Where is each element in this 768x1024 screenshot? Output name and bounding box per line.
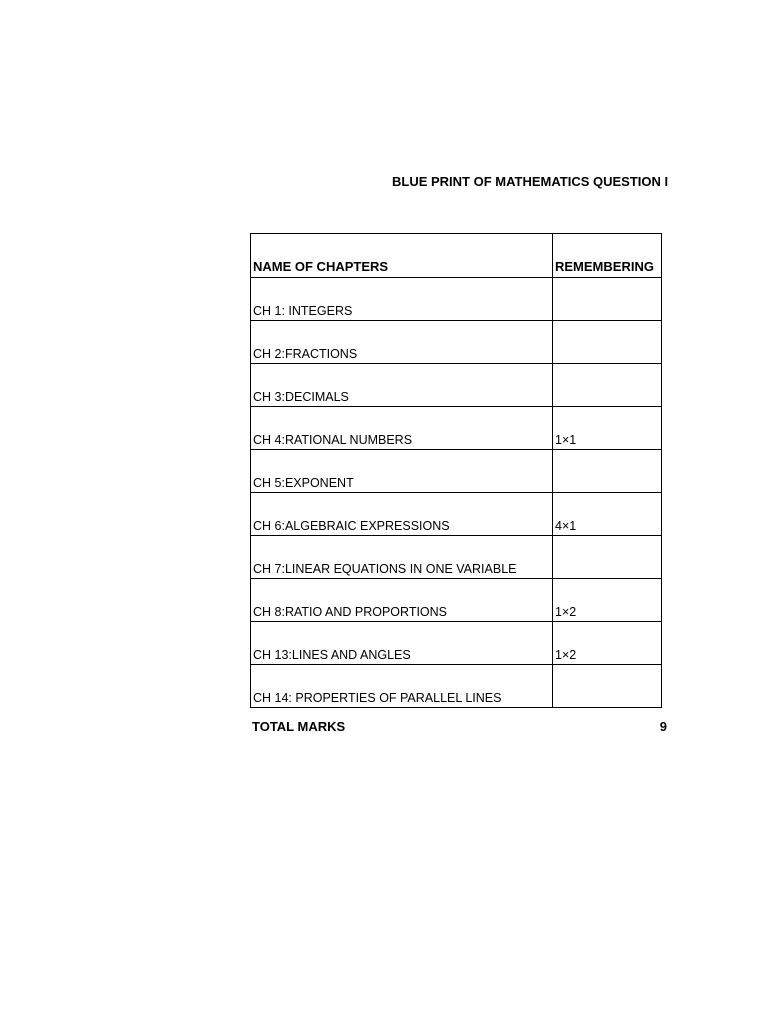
chapter-cell: CH 14: PROPERTIES OF PARALLEL LINES xyxy=(251,665,553,708)
header-name-of-chapters: NAME OF CHAPTERS xyxy=(251,234,553,278)
remembering-cell: 1×2 xyxy=(553,579,662,622)
remembering-cell xyxy=(553,536,662,579)
chapter-cell: CH 7:LINEAR EQUATIONS IN ONE VARIABLE xyxy=(251,536,553,579)
table-row xyxy=(251,622,662,665)
chapter-cell: CH 4:RATIONAL NUMBERS xyxy=(251,407,553,450)
chapter-cell: CH 2:FRACTIONS xyxy=(251,321,553,364)
chapter-cell: CH 3:DECIMALS xyxy=(251,364,553,407)
blueprint-table xyxy=(250,233,662,708)
remembering-cell xyxy=(553,450,662,493)
table-row xyxy=(251,407,662,450)
remembering-cell: 4×1 xyxy=(553,493,662,536)
total-marks-label: TOTAL MARKS xyxy=(252,719,346,734)
table-row xyxy=(251,364,662,407)
chapter-cell: CH 8:RATIO AND PROPORTIONS xyxy=(251,579,553,622)
table-row xyxy=(251,278,662,321)
table-header-row xyxy=(251,234,662,278)
chapter-cell: CH 6:ALGEBRAIC EXPRESSIONS xyxy=(251,493,553,536)
table-row xyxy=(251,536,662,579)
table-row xyxy=(251,450,662,493)
page-title: BLUE PRINT OF MATHEMATICS QUESTION I xyxy=(392,174,668,189)
remembering-cell xyxy=(553,364,662,407)
remembering-cell xyxy=(553,278,662,321)
chapter-cell: CH 13:LINES AND ANGLES xyxy=(251,622,553,665)
remembering-cell xyxy=(553,665,662,708)
total-marks-value: 9 xyxy=(659,719,667,734)
table-row xyxy=(251,493,662,536)
table-row xyxy=(251,665,662,708)
chapter-cell: CH 5:EXPONENT xyxy=(251,450,553,493)
table-row xyxy=(251,321,662,364)
chapter-cell: CH 1: INTEGERS xyxy=(251,278,553,321)
remembering-cell xyxy=(553,321,662,364)
remembering-cell: 1×2 xyxy=(553,622,662,665)
total-marks-row xyxy=(252,717,667,737)
header-remembering: REMEMBERING xyxy=(553,234,662,278)
remembering-cell: 1×1 xyxy=(553,407,662,450)
table-row xyxy=(251,579,662,622)
